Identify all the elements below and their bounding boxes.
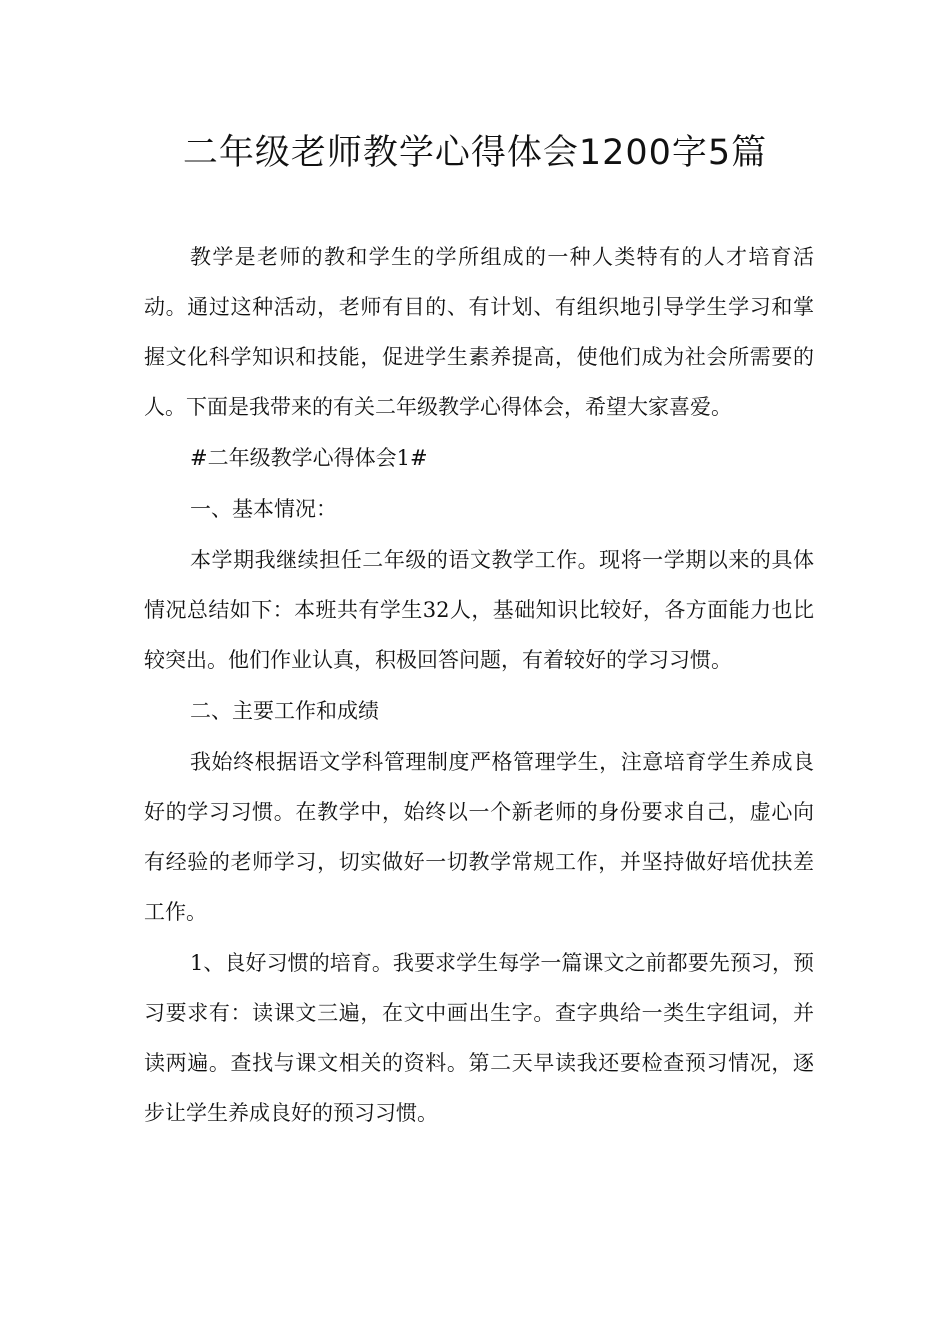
subheading-main-work: 二、主要工作和成绩 — [190, 699, 379, 723]
subheading-basic-situation: 一、基本情况： — [190, 497, 337, 521]
paragraph-main-work: 我始终根据语文学科管理制度严格管理学生，注意培育学生养成良好的学习习惯。在教学中，始终以一个新老师的身份要求自己，虚心向有经验的老师学习，切实做好一切教学常规工作，并坚持做好培优扶差工作。 — [144, 750, 814, 924]
document-title: 二年级老师教学心得体会1200字5篇 — [182, 133, 768, 173]
document-body — [144, 232, 814, 1139]
paragraph-basic-situation: 本学期我继续担任二年级的语文教学工作。现将一学期以来的具体情况总结如下：本班共有学生32人，基础知识比较好，各方面能力也比较突出。他们作业认真，积极回答问题，有着较好的学习习惯。 — [144, 548, 814, 672]
paragraph-habit-training: 1、良好习惯的培育。我要求学生每学一篇课文之前都要先预习，预习要求有：读课文三遍，在文中画出生字。查字典给一类生字组词，并读两遍。查找与课文相关的资料。第二天早读我还要检查预习情况，逐步让学生养成良好的预习习惯。 — [144, 951, 814, 1125]
section-heading-1: #二年级教学心得体会1# — [190, 446, 428, 470]
intro-paragraph: 教学是老师的教和学生的学所组成的一种人类特有的人才培育活动。通过这种活动，老师有目的、有计划、有组织地引导学生学习和掌握文化科学知识和技能，促进学生素养提高，使他们成为社会所需要的人。下面是我带来的有关二年级教学心得体会，希望大家喜爱。 — [144, 245, 814, 419]
